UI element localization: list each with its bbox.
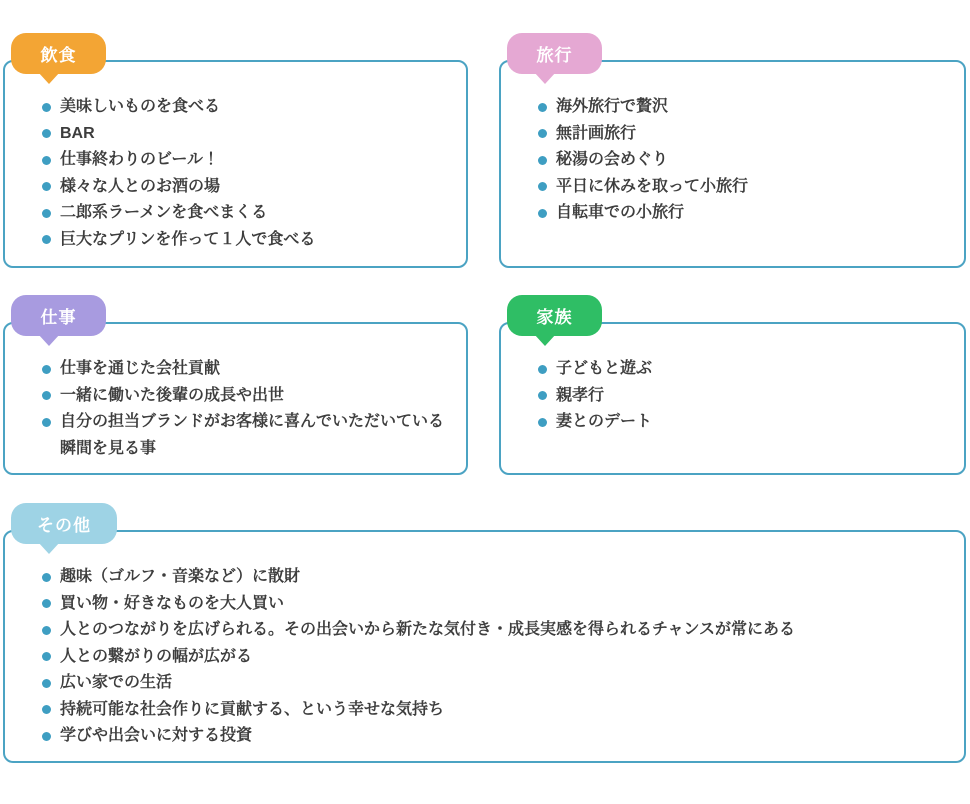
list-item bbox=[42, 174, 448, 201]
bullet-icon bbox=[42, 391, 51, 400]
bullet-icon bbox=[42, 573, 51, 582]
list-item bbox=[42, 356, 448, 383]
bullet-icon bbox=[538, 182, 547, 191]
item-text: 広い家での生活 bbox=[60, 674, 173, 691]
bullet-icon bbox=[42, 156, 51, 165]
list-item bbox=[42, 723, 946, 750]
list-item bbox=[42, 644, 946, 671]
list-item bbox=[538, 174, 946, 201]
category-item-list bbox=[501, 62, 964, 227]
category-card-food bbox=[3, 46, 468, 268]
list-item bbox=[538, 409, 946, 436]
item-text: 無計画旅行 bbox=[556, 124, 637, 142]
bullet-icon bbox=[42, 626, 51, 635]
list-item bbox=[42, 564, 946, 591]
list-item bbox=[42, 591, 946, 618]
bullet-icon bbox=[42, 103, 51, 112]
category-item-list bbox=[5, 532, 964, 750]
bullet-icon bbox=[42, 679, 51, 688]
list-item bbox=[42, 94, 448, 121]
bullet-icon bbox=[538, 418, 547, 427]
item-text: 親孝行 bbox=[556, 386, 605, 404]
category-tab-food bbox=[11, 33, 106, 74]
category-item-list bbox=[5, 324, 466, 462]
item-text: 仕事を通じた会社貢献 bbox=[60, 360, 221, 377]
list-item bbox=[42, 147, 448, 174]
item-text: 秘湯の会めぐり bbox=[556, 151, 669, 168]
item-text: 子どもと遊ぶ bbox=[556, 360, 653, 377]
bullet-icon bbox=[42, 732, 51, 741]
category-tab-travel bbox=[507, 33, 602, 74]
category-tab-label: その他 bbox=[37, 516, 91, 535]
item-text: 二郎系ラーメンを食べまくる bbox=[60, 204, 268, 221]
list-item bbox=[42, 617, 946, 644]
bullet-icon bbox=[42, 209, 51, 218]
item-text: 買い物・好きなものを大人買い bbox=[60, 594, 285, 612]
category-tab-other bbox=[11, 503, 117, 544]
category-tab-label: 飲食 bbox=[40, 46, 77, 65]
bullet-icon bbox=[538, 209, 547, 218]
list-item bbox=[42, 409, 448, 462]
item-text: 一緒に働いた後輩の成長や出世 bbox=[60, 386, 285, 404]
item-text: BAR bbox=[60, 124, 95, 142]
category-tab-label: 家族 bbox=[536, 308, 573, 327]
bullet-icon bbox=[538, 103, 547, 112]
bullet-icon bbox=[42, 652, 51, 661]
list-item bbox=[42, 697, 946, 724]
bullet-icon bbox=[42, 365, 51, 374]
item-text: 平日に休みを取って小旅行 bbox=[556, 177, 749, 195]
item-text: 海外旅行で贅沢 bbox=[556, 98, 669, 115]
list-item bbox=[42, 670, 946, 697]
category-item-list bbox=[5, 62, 466, 253]
bullet-icon bbox=[42, 235, 51, 244]
item-text: 学びや出会いに対する投資 bbox=[60, 727, 253, 744]
category-tab-label: 旅行 bbox=[536, 46, 573, 65]
category-tab-label: 仕事 bbox=[40, 308, 77, 327]
bullet-icon bbox=[42, 599, 51, 608]
item-text: 自分の担当ブランドがお客様に喜んでいただいている瞬間を見る事 bbox=[60, 413, 445, 457]
list-item bbox=[42, 200, 448, 227]
bullet-icon bbox=[42, 182, 51, 191]
item-text: 仕事終わりのビール！ bbox=[60, 151, 220, 168]
category-tab-work bbox=[11, 295, 106, 336]
list-item bbox=[42, 383, 448, 410]
list-item bbox=[42, 121, 448, 148]
item-text: 持続可能な社会作りに貢献する、という幸せな気持ち bbox=[60, 700, 445, 718]
item-text: 巨大なプリンを作って１人で食べる bbox=[60, 230, 316, 248]
bullet-icon bbox=[42, 418, 51, 427]
item-text: 自転車での小旅行 bbox=[556, 204, 685, 221]
list-item bbox=[538, 200, 946, 227]
bullet-icon bbox=[538, 129, 547, 138]
category-card-family bbox=[499, 308, 966, 475]
item-text: 趣味（ゴルフ・音楽など）に散財 bbox=[60, 568, 301, 585]
item-text: 人との繋がりの幅が広がる bbox=[60, 647, 253, 665]
item-text: 美味しいものを食べる bbox=[60, 98, 221, 115]
category-item-list bbox=[501, 324, 964, 436]
category-tab-family bbox=[507, 295, 602, 336]
item-text: 様々な人とのお酒の場 bbox=[60, 177, 221, 195]
list-item bbox=[538, 147, 946, 174]
bullet-icon bbox=[538, 156, 547, 165]
bullet-icon bbox=[538, 391, 547, 400]
bullet-icon bbox=[538, 365, 547, 374]
category-card-work bbox=[3, 308, 468, 475]
list-item bbox=[538, 121, 946, 148]
category-card-other bbox=[3, 516, 966, 763]
bullet-icon bbox=[42, 129, 51, 138]
category-card-travel bbox=[499, 46, 966, 268]
bullet-icon bbox=[42, 705, 51, 714]
list-item bbox=[538, 356, 946, 383]
item-text: 妻とのデート bbox=[556, 413, 653, 430]
list-item bbox=[538, 94, 946, 121]
list-item bbox=[538, 383, 946, 410]
item-text: 人とのつながりを広げられる。その出会いから新たな気付き・成長実感を得られるチャンスが常にある bbox=[60, 621, 796, 638]
list-item bbox=[42, 227, 448, 254]
